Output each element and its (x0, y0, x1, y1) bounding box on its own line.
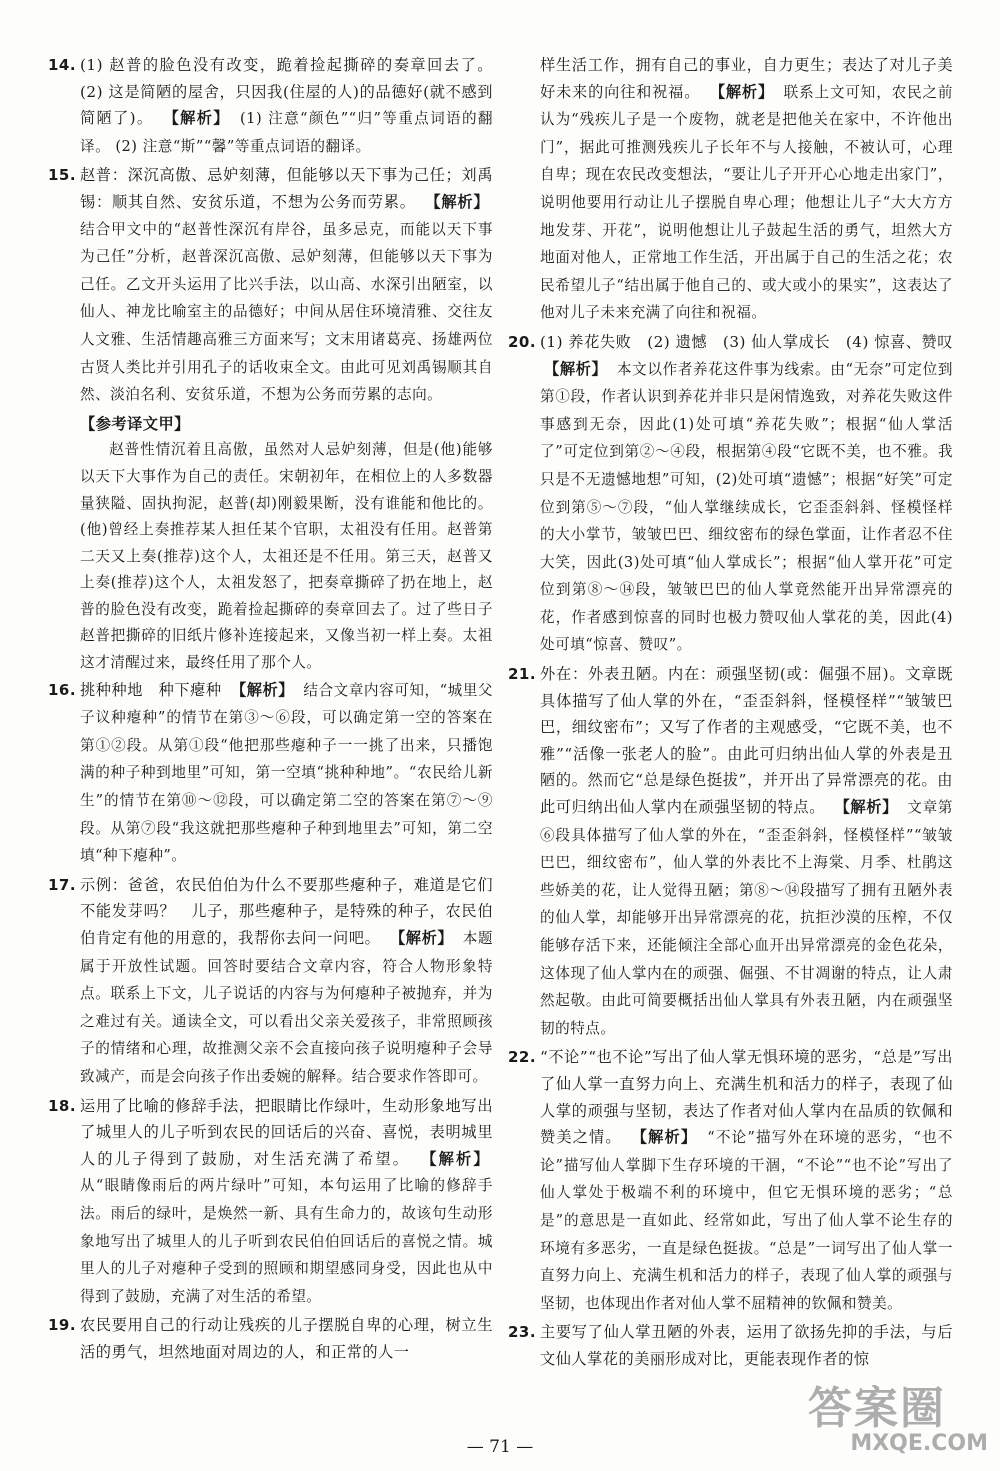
question-number: 15. (48, 166, 77, 185)
left-column (48, 52, 493, 1368)
question-21 (508, 661, 953, 1042)
analysis-text: 结合文章内容可知，“城里父子议种瘪种”的情节在第③～⑥段，可以确定第一空的答案在第①②段。从第①段“他把那些瘪种子一一挑了出来，只播饱满的种子种到地里”可知，第一空填“挑种种地”。“农民给儿新生”的情节在第⑩～⑫段，可以确定第二空的答案在第⑦～⑨段。从第⑦段“我这就把那些瘪种子种到地里去”可知，第二空填“种下瘪种”。 (80, 681, 494, 865)
watermark (808, 1383, 988, 1465)
question-19 (48, 1312, 493, 1365)
analysis-text: (1) 注意“颜色”“归”等重点词语的翻译。 (2) 注意“斯”“馨”等重点词语的翻译。 (80, 110, 494, 155)
question-16 (48, 677, 493, 870)
question-19-continued (508, 52, 953, 327)
question-number: 14. (48, 56, 77, 74)
answer-text: 样生活工作，拥有自己的事业，自力更生；表达了对儿子美好未来的向往和祝福。 (540, 56, 953, 101)
question-20 (508, 329, 953, 659)
analysis-tag: 【解析】 (425, 192, 490, 211)
question-17 (48, 872, 493, 1091)
analysis-text: 文章第⑥段具体描写了仙人掌的外在，“歪歪斜斜，怪模怪样”“皱皱巴巴，细纹密布”，仙人掌的外表比不上海棠、月季、杜鹃这些娇美的花，让人觉得丑陋；第⑧～⑭段描写了拥有丑陋外表的仙人掌，却能够开出异常漂亮的花，抗拒沙漠的压榨，不仅能够存活下来，还能倾注全部心血开出异常漂亮的金色花朵，这体现了仙人掌内在的顽强、倔强、不甘凋谢的特点，让人肃然起敬。由此可简要概括出仙人掌具有外表丑陋，内在顽强坚韧的特点。 (540, 799, 954, 1037)
right-column (508, 52, 953, 1375)
question-14 (48, 52, 493, 160)
answer-text: 挑种种地 种下瘪种 (80, 680, 222, 699)
watermark-url: MXQE.COM (850, 1431, 988, 1456)
question-number: 18. (48, 1096, 77, 1115)
question-number: 20. (508, 332, 537, 351)
answer-text: 赵普：深沉高傲、忌妒刻薄，但能够以天下事为己任；刘禹锡：顺其自然、安贫乐道，不想为公务而劳累。 (80, 166, 493, 211)
analysis-text: 联系上文可知，农民之前认为“残疾儿子是一个废物，就老是把他关在家中，不许他出门”，据此可推测残疾儿子长年不与人接触，不被认可，心理自卑；现在农民改变想法，“要让儿子开开心心地走出家门”，说明他要用行动让儿子摆脱自卑心理；他想让儿子“大大方方地发芽、开花”，说明他想让儿子鼓起生活的勇气，坦然大方地面对他人，正常地工作生活，开出属于自己的生活之花；农民希望儿子“结出属于他自己的、或大或小的果实”，这表达了他对儿子未来充满了向往和祝福。 (540, 83, 954, 322)
answer-text: “不论”“也不论”写出了仙人掌无惧环境的恶劣，“总是”写出了仙人掌一直努力向上、充满生机和活力的样子，表现了仙人掌的顽强与坚韧，表达了作者对仙人掌内在品质的钦佩和赞美之情。 (540, 1048, 953, 1147)
question-number: 23. (508, 1323, 537, 1342)
question-15 (48, 162, 493, 408)
analysis-tag: 【解析】 (421, 1149, 490, 1168)
answer-text: 农民要用自己的行动让残疾的儿子摆脱自卑的心理，树立生活的勇气，坦然地面对周边的人，和正常的人一 (80, 1316, 493, 1361)
answer-text: 主要写了仙人掌丑陋的外表，运用了欲扬先抑的手法，与后文仙人掌花的美丽形成对比，更能表现作者的惊 (540, 1323, 953, 1368)
analysis-tag: 【解析】 (163, 109, 230, 128)
question-number: 22. (508, 1048, 537, 1067)
question-23 (508, 1319, 953, 1372)
watermark-logo: 答案圈 (808, 1383, 946, 1434)
analysis-tag: 【解析】 (389, 929, 454, 947)
answer-text: 示例：爸爸，农民伯伯为什么不要那些瘪种子，难道是它们不能发芽吗？ 儿子，那些瘪种子，是特殊的种子，农民伯伯肯定有他的用意的，我帮你去问一问吧。 (80, 875, 493, 947)
question-22 (508, 1044, 953, 1317)
analysis-text: 结合甲文中的“赵普性深沉有岸谷，虽多忌克，而能以天下事为己任”分析，赵普深沉高傲、忌妒刻薄，但能够以天下事为己任。乙文开头运用了比兴手法，以山高、水深引出陋室，以仙人、神龙比喻室主的品德好；中间从居住环境清雅、交往友人文雅、生活情趣高雅三方面来写；文末用诸葛亮、扬雄两位古贤人类比并引用孔子的话收束全文。由此可见刘禹锡顺其自然、淡泊名利、安贫乐道，不想为公务而劳累的志向。 (80, 220, 493, 404)
analysis-text: 本题属于开放性试题。回答时要结合文章内容，符合人物形象特点。联系上下文，儿子说话的内容与为何瘪种子被抛弃，并为之难过有关。通读全文，可以看出父亲关爱孩子，非常照顾孩子的情绪和心理，故推测父亲不会直接向孩子说明瘪种子会导致减产，而是会向孩子作出委婉的解释。结合要求作答即可。 (80, 930, 494, 1085)
answer-text: 运用了比喻的修辞手法，把眼睛比作绿叶，生动形象地写出了城里人的儿子听到农民的回话后的兴奋、喜悦，表明城里人的儿子得到了鼓励，对生活充满了希望。 (80, 1096, 493, 1168)
analysis-tag: 【解析】 (709, 82, 774, 101)
answer-text: (1) 赵普的脸色没有改变，跪着捡起撕碎的奏章回去了。 (2) 这是简陋的屋舍，只因我(住屋的人)的品德好(就不感到简陋了)。 (80, 56, 493, 128)
analysis-tag: 【解析】 (834, 798, 898, 817)
question-number: 16. (48, 680, 77, 699)
question-number: 21. (508, 665, 537, 684)
reference-translation-text: 赵普性情沉着且高傲，虽然对人忌妒刻薄，但是(他)能够以天下大事作为自己的责任。宋朝初年，在相位上的人多数器量狭隘、固执拘泥，赵普(却)刚毅果断，没有谁能和他比的。(他)曾经上奏推荐某人担任某个官职，太祖没有任用。赵普第二天又上奏(推荐)这个人，太祖还是不任用。第三天，赵普又上奏(推荐)这个人，太祖发怒了，把奏章撕碎了扔在地上，赵普的脸色没有改变，跪着捡起撕碎的奏章回去了。过了些日子赵普把撕碎的旧纸片修补连接起来，又像当初一样上奏。太祖这才清醒过来，最终任用了那个人。 (80, 441, 493, 672)
answer-text: 外在：外表丑陋。内在：顽强坚韧(或：倔强不屈)。文章既具体描写了仙人掌的外在，“歪歪斜斜，怪模怪样”“皱皱巴巴，细纹密布”；又写了作者的主观感受，“它既不美，也不雅”“活像一张老人的脸”。由此可归纳出仙人掌的外表是丑陋的。然而它“总是绿色挺拔”，并开出了异常漂亮的花。由此可归纳出仙人掌内在顽强坚韧的特点。 (540, 665, 953, 817)
analysis-text: “不论”描写外在环境的恶劣，“也不论”描写仙人掌脚下生存环境的干涸，“不论”“也不论”写出了仙人掌处于极端不利的环境中，但它无惧环境的恶劣；“总是”的意思是一直如此、经常如此，写出了仙人掌不论生存的环境有多恶劣，一直是绿色挺拔。“总是”一词写出了仙人掌一直努力向上、充满生机和活力的样子，表现了仙人掌的顽强与坚韧，也体现出作者对仙人掌不屈精神的钦佩和赞美。 (540, 1129, 954, 1312)
question-number: 17. (48, 875, 77, 894)
analysis-text: 本文以作者养花这件事为线索。由“无奈”可定位到第①段，作者认识到养花并非只是闲情逸致，对养花失败这件事感到无奈，因此(1)处可填“养花失败”；根据“仙人掌活了”可定位到第②～④段，根据第④段“它既不美，也不雅。我只是不无遗憾地想”可知，(2)处可填“遗憾”；根据“好笑”可定位到第⑤～⑦段，“仙人掌继续成长，它歪歪斜斜、怪模怪样的大小掌节，皱皱巴巴、细纹密布的绿色掌面，让作者忍不住大笑，因此(3)处可填“仙人掌成长”；根据“仙人掌开花”可定位到第⑧～⑭段，皱皱巴巴的仙人掌竟然能开出异常漂亮的花，作者感到惊喜的同时也极力赞叹仙人掌花的美，因此(4)处可填“惊喜、赞叹”。 (540, 360, 954, 654)
analysis-text: 从“眼睛像雨后的两片绿叶”可知，本句运用了比喻的修辞手法。雨后的绿叶，是焕然一新、具有生命力的，故该句生动形象地写出了城里人的儿子听到农民伯伯回话后的喜悦之情。城里人的儿子对瘪种子受到的照顾和期望感同身受，因此也从中得到了鼓励，充满了对生活的希望。 (80, 1177, 493, 1305)
question-18 (48, 1093, 493, 1311)
page-number: — 71 — (466, 1437, 534, 1457)
analysis-tag: 【解析】 (544, 359, 608, 378)
reference-translation-title: 【参考译文甲】 (80, 414, 190, 433)
question-number: 19. (48, 1316, 77, 1335)
analysis-tag: 【解析】 (631, 1128, 698, 1147)
answer-text: (1) 养花失败 (2) 遗憾 (3) 仙人掌成长 (4) 惊喜、赞叹 (540, 332, 953, 351)
analysis-tag: 【解析】 (231, 680, 294, 699)
